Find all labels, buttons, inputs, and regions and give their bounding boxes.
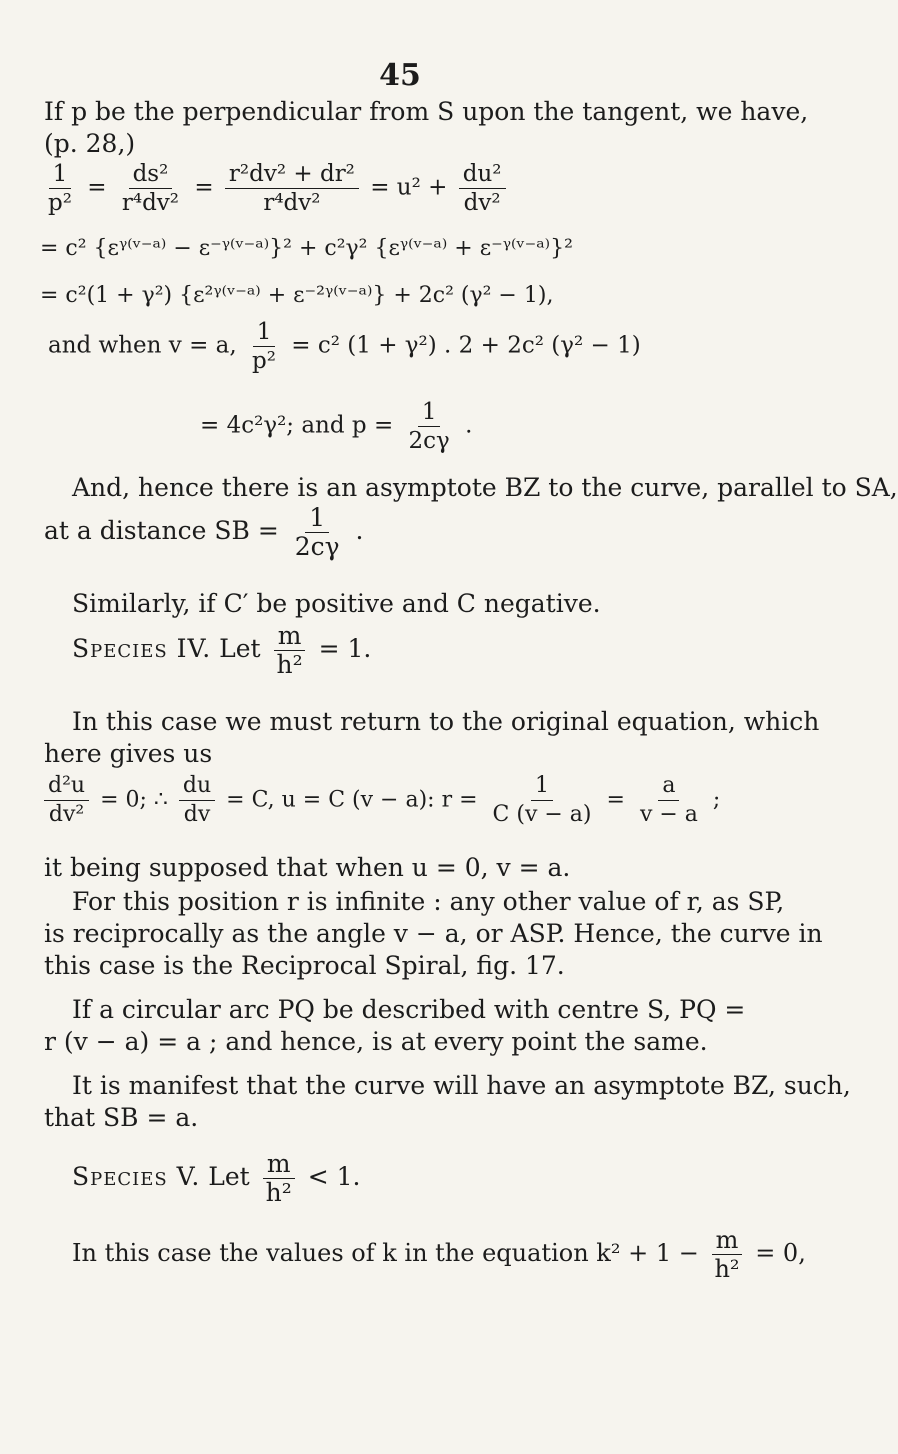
species-iv-den: h² <box>276 650 303 679</box>
equation-2: = c² {εᵞ⁽ᵛ⁻ᵃ⁾ − ε⁻ᵞ⁽ᵛ⁻ᵃ⁾}² + c²γ² {εᵞ⁽ᵛ⁻ᵃ⁾ + ε⁻ᵞ⁽ᵛ⁻ᵃ⁾}² <box>40 236 573 261</box>
eq6-f1-num: d²u <box>44 772 89 801</box>
paragraph-asymptote-distance: at a distance SB = $\frac{1}{2c\gamma}$ . <box>44 503 364 561</box>
paragraph-similarly: Similarly, if C′ be positive and C negative. <box>72 589 601 618</box>
species-v-heading <box>72 1150 361 1207</box>
eq6-f3-den: C (v − a) <box>492 802 592 827</box>
eq4-num: 1 <box>253 318 276 347</box>
reference: (p. 28,) <box>44 129 136 158</box>
equation-4 <box>48 318 641 375</box>
paragraph-supposed: it being supposed that when u = 0, v = a. <box>44 853 571 882</box>
eq5-den: 2cγ <box>408 428 450 454</box>
paragraph-return-cont: here gives us <box>44 739 213 768</box>
eq1-lhs-num: 1 <box>49 160 72 189</box>
paragraph-manifest-1: It is manifest that the curve will have an asymptote BZ, such, <box>72 1071 851 1100</box>
distance-den: 2cγ <box>294 532 340 561</box>
distance-text: at a distance SB = <box>44 516 279 545</box>
species-v-eq-rhs: = 0, <box>755 1239 806 1267</box>
eq1-f3-den: dv² <box>463 190 501 216</box>
species-v-eq-den: h² <box>714 1255 740 1283</box>
equation-6 <box>40 772 720 829</box>
intro-line: If p be the perpendicular from S upon the tangent, we have, <box>44 97 809 126</box>
distance-num: 1 <box>305 504 329 533</box>
equation-3: = c²(1 + γ²) {ε²ᵞ⁽ᵛ⁻ᵃ⁾ + ε⁻²ᵞ⁽ᵛ⁻ᵃ⁾} + 2c² (γ² − 1), <box>40 283 554 308</box>
paragraph-arc-1: If a circular arc PQ be described with centre S, PQ = <box>72 995 746 1024</box>
species-v-eq-num: m <box>712 1226 743 1255</box>
eq6-t3: = <box>606 787 625 813</box>
eq6-f3-num: 1 <box>531 772 553 801</box>
paragraph-manifest-2: that SB = a. <box>44 1103 199 1132</box>
paragraph-return: In this case we must return to the original equation, which <box>72 707 820 736</box>
eq4-den: p² <box>252 348 276 374</box>
species-v-num: m <box>263 1150 295 1179</box>
species-v-den: h² <box>265 1178 292 1207</box>
eq1-f1-den: r⁴dv² <box>121 190 180 216</box>
species-iv-let: Let <box>219 634 261 663</box>
species-iv-label: Species IV. <box>72 634 212 663</box>
eq1-mid: = u² + <box>370 174 448 201</box>
eq6-f4-den: v − a <box>639 802 698 827</box>
eq6-t4: ; <box>712 787 721 813</box>
eq4-rhs: = c² (1 + γ²) . 2 + 2c² (γ² − 1) <box>291 332 641 359</box>
species-v-label: Species V. <box>72 1162 201 1191</box>
paragraph-infinite-2: is reciprocally as the angle v − a, or ASP. Hence, the curve in <box>44 919 823 948</box>
paragraph-arc-2: r (v − a) = a ; and hence, is at every point the same. <box>44 1027 708 1056</box>
species-v-rhs: < 1. <box>307 1162 361 1191</box>
equation-5: = 4c²γ²; and p = $\frac{1}{2c\gamma}$ . <box>200 399 473 454</box>
paragraph-infinite-3: this case is the Reciprocal Spiral, fig. 17. <box>44 951 565 980</box>
eq6-f2-num: du <box>179 772 215 801</box>
page-number: 45 <box>379 58 421 93</box>
species-iv-num: m <box>274 622 306 651</box>
eq5-lhs: = 4c²γ²; and p = <box>200 412 394 439</box>
species-iv-heading <box>72 622 371 679</box>
species-v-let: Let <box>208 1162 250 1191</box>
eq6-f1-den: dv² <box>48 802 85 827</box>
eq4-prefix: and when v = a, <box>48 332 237 359</box>
eq1-lhs-den: p² <box>48 190 72 216</box>
species-iv-rhs: = 1. <box>318 634 372 663</box>
eq6-t1: = 0; ∴ <box>100 787 168 813</box>
eq1-f1-num: ds² <box>129 160 173 189</box>
eq6-f4-num: a <box>658 772 679 801</box>
eq1-f3-num: du² <box>459 160 506 189</box>
paragraph-asymptote: And, hence there is an asymptote BZ to the curve, parallel to SA, <box>72 473 898 502</box>
eq6-f2-den: dv <box>183 802 211 827</box>
eq1-f2-den: r⁴dv² <box>263 190 321 216</box>
equation-1: $\frac{1}{\text{p²}}$ = $\frac{\text{ds²}}{\text{r⁴dv²}}$ = $\frac{\text{r²dv² + dr²}}{\text{r⁴dv²}}$ = u² + $\frac{\text{du²}}{\text{dv²}}$ <box>40 160 510 217</box>
eq6-t2: = C, u = C (v − a): r = <box>226 787 478 813</box>
paragraph-infinite-1: For this position r is infinite : any other value of r, as SP, <box>72 887 785 916</box>
eq1-f2-num: r²dv² + dr² <box>225 160 359 189</box>
paragraph-species-v <box>72 1226 806 1283</box>
species-v-text: In this case the values of k in the equation k² + 1 − <box>72 1239 699 1267</box>
eq5-num: 1 <box>418 398 441 427</box>
